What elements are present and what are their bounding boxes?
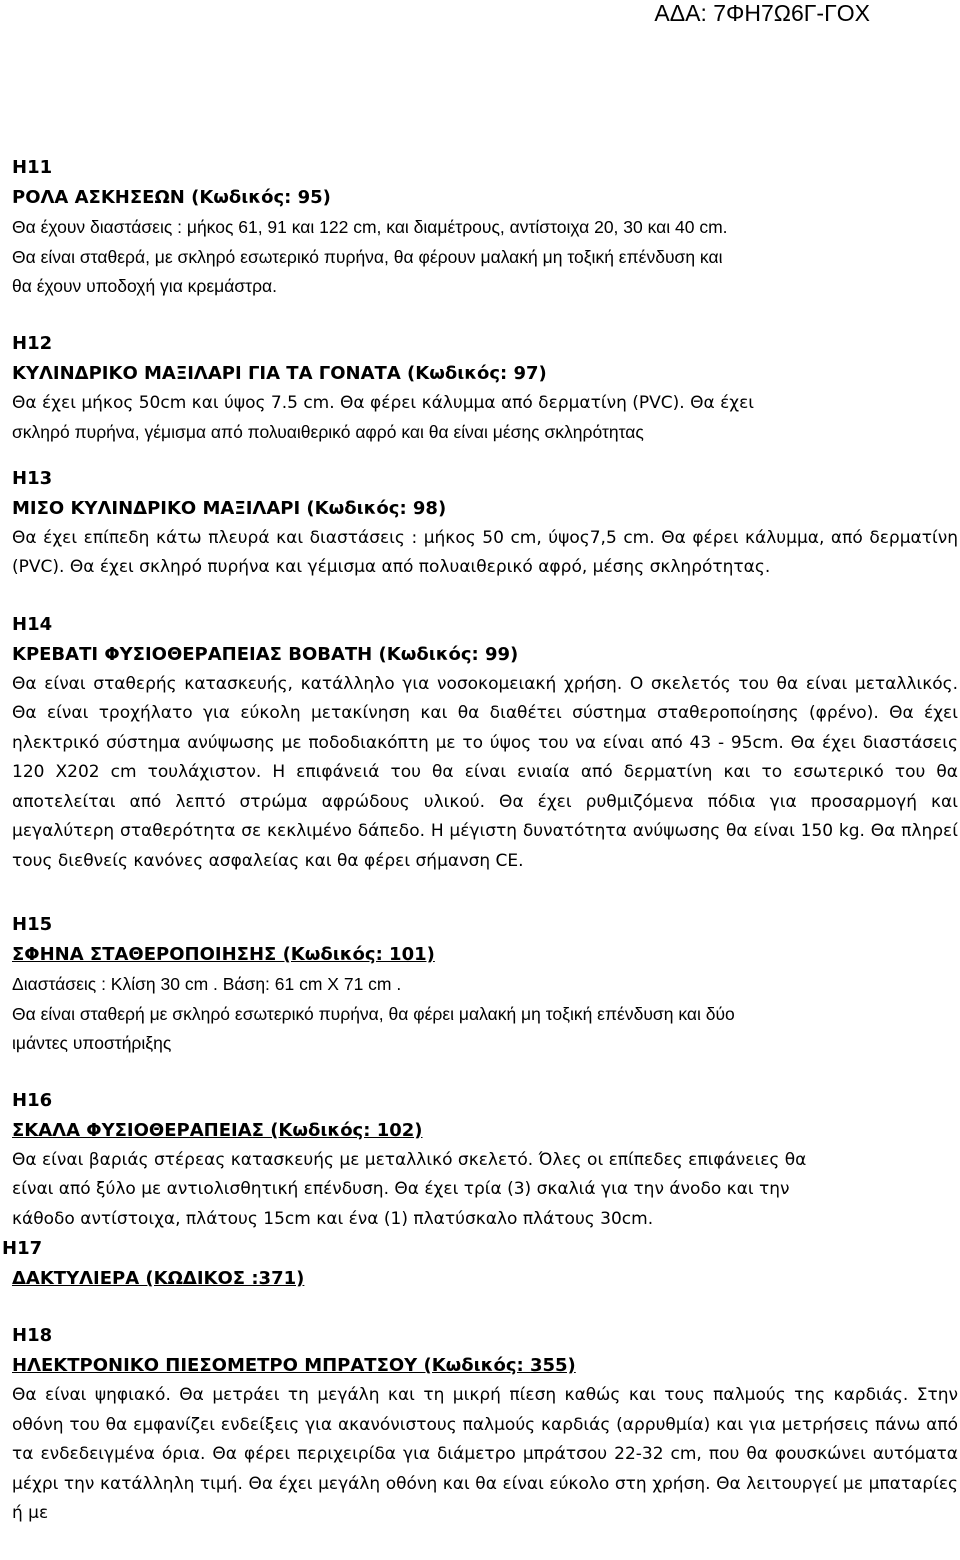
- item-code: Η18: [12, 1325, 53, 1346]
- item-title: ΗΛΕΚΤΡΟΝΙΚΟ ΠΙΕΣΟΜΕΤΡΟ ΜΠΡΑΤΣΟΥ (Κωδικός: 355): [12, 1355, 576, 1376]
- item-text: Θα είναι σταθερή με σκληρό εσωτερικό πυρήνα, θα φέρει μαλακή μη τοξική επένδυση και δύο: [12, 1003, 735, 1024]
- item-text: ιμάντες υποστήριξης: [12, 1033, 172, 1053]
- item-text: Θα είναι βαριάς στέρεας κατασκευής με μεταλλικό σκελετό. Όλες οι επίπεδες επιφάνειες θα: [12, 1149, 807, 1170]
- item-code: Η14: [12, 613, 53, 635]
- section-h11: [12, 153, 958, 302]
- document-body: [2, 153, 958, 1529]
- item-title: ΣΚΑΛΑ ΦΥΣΙΟΘΕΡΑΠΕΙΑΣ (Κωδικός: 102): [12, 1119, 423, 1141]
- item-code: Η11: [12, 157, 53, 178]
- item-code: Η13: [12, 467, 53, 489]
- section-h17-title: [12, 1264, 958, 1294]
- item-text: Θα είναι σταθερής κατασκευής, κατάλληλο για νοσοκομειακή χρήση. Ο σκελετός του θα είναι μεταλλικός. Θα είναι τροχήλατο για εύκολη μετακίνηση και θα διαθέτει σύστημα σταθεροποίησης (φρένο). Θα έχει ηλεκτρικό σύστημα ανύψωσης με ποδοδιακόπτη με το ύψος του να είναι από 43 - 95cm. Θα έχει διαστάσεις 120 Χ202 cm τουλάχιστον. Η επιφάνειά του θα είναι ενιαία από δερματίνη και το εσωτερικό του θα αποτελείται από λεπτό στρώμα αφρώδους υλικού. Θα έχει ρυθμιζόμενα πόδια για προσαρμογή και μεγαλύτερη σταθερότητα σε κεκλιμένο δάπεδο. Η μέγιστη δυνατότητα ανύψωσης θα είναι 150 kg. Θα πληρεί τους διεθνείς κανόνες ασφαλείας και θα φέρει σήμανση CE.: [12, 673, 958, 871]
- section-h14: [12, 610, 958, 877]
- item-text: Θα είναι ψηφιακό. Θα μετράει τη μεγάλη και τη μικρή πίεση καθώς και τους παλμούς της καρδιάς. Στην οθόνη του θα εμφανίζει ενδείξεις για ακανόνιστους παλμούς καρδιάς (αρρυθμία) και για μετρήσεις πάνω από τα ενδεδειγμένα όρια. Θα φέρει περιχειρίδα για διάμετρο μπράτσου 22-32 cm, που θα φουσκώνει αυτόματα μέχρι την κατάλληλη τιμή. Θα έχει μεγάλη οθόνη και θα είναι εύκολο στη χρήση. Θα λειτουργεί με μπαταρίες ή με: [12, 1385, 958, 1523]
- item-title: ΔΑΚΤΥΛΙΕΡΑ (ΚΩΔΙΚΟΣ :371): [12, 1268, 305, 1289]
- item-title: ΡΟΛΑ ΑΣΚΗΣΕΩΝ (Κωδικός: 95): [12, 187, 331, 208]
- item-title: ΚΡΕΒΑΤΙ ΦΥΣΙΟΘΕΡΑΠΕΙΑΣ ΒΟΒΑΤΗ (Κωδικός: 99): [12, 643, 519, 665]
- item-text: κάθοδο αντίστοιχα, πλάτους 15cm και ένα (1) πλατύσκαλο πλάτους 30cm.: [12, 1208, 654, 1229]
- item-title: ΜΙΣΟ ΚΥΛΙΝΔΡΙΚΟ ΜΑΞΙΛΑΡΙ (Κωδικός: 98): [12, 497, 447, 519]
- item-text: Διαστάσεις : Κλίση 30 cm . Βάση: 61 cm Χ 71 cm .: [12, 974, 402, 994]
- item-code: Η12: [12, 332, 53, 354]
- item-text: είναι από ξύλο με αντιολισθητική επένδυση. Θα έχει τρία (3) σκαλιά για την άνοδο και την: [12, 1179, 790, 1199]
- section-h17: [2, 1234, 958, 1264]
- section-h16: [12, 1086, 958, 1235]
- item-text: Θα έχει μήκος 50cm και ύψος 7.5 cm. Θα φέρει κάλυμμα από δερματίνη (PVC). Θα έχει: [12, 392, 755, 413]
- section-h15: [12, 910, 958, 1059]
- item-code: Η15: [12, 914, 53, 935]
- item-text: Θα είναι σταθερά, με σκληρό εσωτερικό πυρήνα, θα φέρουν μαλακή μη τοξική επένδυση και: [12, 246, 723, 267]
- ada-code: ΑΔΑ: 7ΦΗ7Ω6Γ-ΓΟΧ: [654, 0, 870, 26]
- section-h12: [12, 329, 958, 448]
- item-text: Θα έχουν διαστάσεις : μήκος 61, 91 και 122 cm, και διαμέτρους, αντίστοιχα 20, 30 και 40 cm.: [12, 217, 728, 237]
- section-h13: [12, 464, 958, 583]
- item-title: ΣΦΗΝΑ ΣΤΑΘΕΡΟΠΟΙΗΣΗΣ (Κωδικός: 101): [12, 944, 435, 965]
- item-code: Η16: [12, 1089, 53, 1111]
- item-text: θα έχουν υποδοχή για κρεμάστρα.: [12, 276, 278, 296]
- item-text: σκληρό πυρήνα, γέμισμα από πολυαιθερικό αφρό και θα είναι μέσης σκληρότητας: [12, 422, 644, 442]
- item-code: Η17: [2, 1238, 43, 1259]
- item-text: Θα έχει επίπεδη κάτω πλευρά και διαστάσεις : μήκος 50 cm, ύψος7,5 cm. Θα φέρει κάλυμμα, από δερματίνη (PVC). Θα έχει σκληρό πυρήνα και γέμισμα από πολυαιθερικό αφρό, μέσης σκληρότητας.: [12, 527, 958, 577]
- item-title: ΚΥΛΙΝΔΡΙΚΟ ΜΑΞΙΛΑΡΙ ΓΙΑ ΤΑ ΓΟΝΑΤΑ (Κωδικός: 97): [12, 362, 547, 384]
- section-h18: [12, 1321, 958, 1529]
